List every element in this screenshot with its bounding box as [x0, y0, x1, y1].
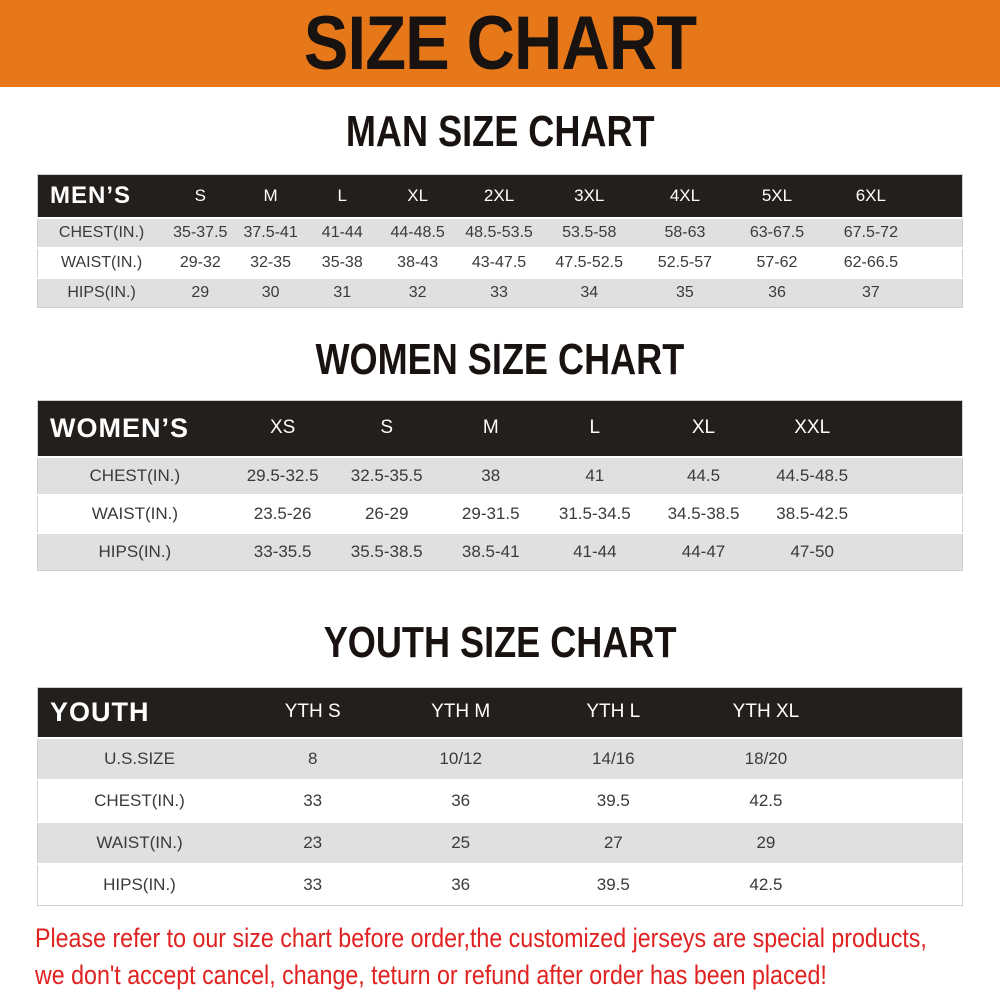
cell-value: 26-29 — [364, 503, 409, 523]
youth-size-chart-section — [0, 618, 1000, 906]
row-label: WAIST(IN.) — [91, 503, 178, 523]
cell-value: 27 — [603, 832, 623, 852]
cell-value: 14/16 — [592, 748, 635, 768]
column-header: 4XL — [669, 185, 701, 205]
column-header: L — [337, 185, 347, 205]
header-row — [38, 175, 963, 218]
row-label: U.S.SIZE — [104, 748, 175, 768]
cell-value: 36 — [768, 283, 786, 301]
cell-value: 33 — [303, 790, 323, 810]
filler-cell — [921, 218, 963, 248]
cell-value: 47.5-52.5 — [555, 253, 624, 271]
filler-cell — [921, 278, 963, 308]
cell-value: 52.5-57 — [657, 253, 713, 271]
column-header: XL — [691, 417, 716, 439]
cell-value: 18/20 — [744, 748, 788, 768]
table-row — [38, 278, 963, 308]
cell-value: 31.5-34.5 — [558, 503, 631, 523]
banner-title: SIZE CHART — [303, 0, 697, 86]
column-header: YTH XL — [732, 701, 800, 723]
cell-value: 58-63 — [664, 223, 706, 241]
filler-cell — [842, 822, 962, 864]
cell-value: 44-47 — [681, 541, 726, 561]
column-header: S — [380, 417, 394, 439]
footer-note — [0, 920, 1000, 994]
table-row — [38, 495, 963, 533]
women-size-table — [37, 400, 963, 571]
cell-value: 29.5-32.5 — [246, 465, 319, 485]
table-row — [38, 457, 963, 495]
cell-value: 29-32 — [179, 253, 221, 271]
cell-value: 35.5-38.5 — [350, 541, 423, 561]
banner — [0, 0, 1000, 87]
cell-value: 33 — [490, 283, 508, 301]
cell-value: 25 — [451, 832, 471, 852]
man-section-title: MAN SIZE CHART — [345, 107, 655, 156]
filler-cell — [842, 864, 962, 906]
cell-value: 32.5-35.5 — [350, 465, 423, 485]
filler-cell — [865, 457, 962, 495]
cell-value: 34.5-38.5 — [667, 503, 740, 523]
cell-value: 41 — [585, 465, 605, 485]
column-header: YTH L — [586, 701, 641, 723]
column-header: XXL — [794, 417, 831, 439]
cell-value: 33 — [303, 874, 323, 894]
cell-value: 37 — [861, 283, 880, 301]
cell-value: 36 — [451, 790, 471, 810]
table-row — [38, 780, 963, 822]
cell-value: 36 — [451, 874, 471, 894]
table-row — [38, 822, 963, 864]
cell-value: 34 — [580, 283, 599, 301]
cell-value: 43-47.5 — [471, 253, 527, 271]
cell-value: 53.5-58 — [562, 223, 617, 241]
cell-value: 67.5-72 — [843, 223, 898, 241]
row-label: WAIST(IN.) — [96, 832, 183, 852]
column-header: M — [263, 185, 278, 205]
filler-cell — [842, 738, 962, 780]
column-header: XS — [269, 417, 296, 439]
column-header: XL — [407, 185, 429, 205]
table-row — [38, 248, 963, 278]
table-group-label: MEN’S — [50, 181, 132, 209]
column-header: YTH M — [431, 701, 491, 723]
cell-value: 31 — [333, 283, 352, 301]
column-header: 5XL — [761, 185, 793, 205]
cell-value: 37.5-41 — [243, 223, 298, 241]
row-label: HIPS(IN.) — [103, 874, 176, 894]
cell-value: 44-48.5 — [390, 223, 445, 241]
row-label: CHEST(IN.) — [58, 223, 145, 241]
column-header: M — [482, 417, 499, 439]
column-header: 2XL — [483, 185, 515, 205]
row-label: CHEST(IN.) — [89, 465, 181, 485]
column-header: L — [589, 417, 601, 439]
cell-value: 38.5-41 — [461, 541, 520, 561]
women-section-title: WOMEN SIZE CHART — [315, 335, 685, 384]
cell-value: 33-35.5 — [253, 541, 312, 561]
cell-value: 39.5 — [596, 790, 630, 810]
column-header: YTH S — [284, 701, 341, 723]
filler-cell — [865, 495, 962, 533]
column-header: 3XL — [574, 185, 605, 205]
cell-value: 42.5 — [749, 790, 783, 810]
cell-value: 63-67.5 — [749, 223, 805, 241]
cell-value: 57-62 — [756, 253, 798, 271]
man-size-table — [37, 174, 963, 308]
cell-value: 30 — [261, 283, 280, 301]
column-header: S — [194, 185, 206, 205]
cell-value: 47-50 — [790, 541, 834, 561]
filler-cell — [921, 248, 963, 278]
footer-line-1: Please refer to our size chart before order,the customized jerseys are special products, — [35, 923, 927, 953]
header-row — [38, 688, 963, 738]
table-group-label: WOMEN’S — [50, 412, 189, 443]
cell-value: 23.5-26 — [253, 503, 312, 523]
filler-cell — [842, 780, 962, 822]
cell-value: 32 — [408, 283, 427, 301]
cell-value: 38.5-42.5 — [776, 503, 849, 523]
filler-header-cell — [921, 175, 963, 218]
table-row — [38, 218, 963, 248]
youth-size-table — [37, 687, 963, 906]
row-label: CHEST(IN.) — [94, 790, 185, 810]
cell-value: 35-37.5 — [173, 223, 228, 241]
filler-cell — [865, 533, 962, 571]
cell-value: 38-43 — [397, 253, 439, 271]
cell-value: 35 — [676, 283, 694, 301]
row-label: HIPS(IN.) — [67, 283, 136, 301]
man-size-chart-section — [0, 107, 1000, 308]
cell-value: 29 — [191, 283, 210, 301]
women-size-chart-section — [0, 335, 1000, 571]
table-row — [38, 864, 963, 906]
cell-value: 29-31.5 — [461, 503, 520, 523]
cell-value: 42.5 — [749, 874, 783, 894]
filler-header-cell — [842, 688, 962, 738]
cell-value: 29 — [756, 832, 776, 852]
column-header: 6XL — [855, 185, 886, 205]
header-row — [38, 401, 963, 457]
cell-value: 44.5 — [686, 465, 721, 485]
cell-value: 35-38 — [321, 253, 363, 271]
cell-value: 38 — [481, 465, 501, 485]
cell-value: 32-35 — [250, 253, 292, 271]
cell-value: 39.5 — [596, 874, 630, 894]
row-label: WAIST(IN.) — [60, 253, 143, 271]
footer-line-2: we don't accept cancel, change, teturn or refund after order has been placed! — [35, 960, 827, 990]
cell-value: 10/12 — [439, 748, 482, 768]
filler-header-cell — [865, 401, 962, 457]
row-label: HIPS(IN.) — [98, 541, 172, 561]
cell-value: 48.5-53.5 — [465, 223, 533, 241]
cell-value: 23 — [303, 832, 323, 852]
cell-value: 8 — [307, 748, 318, 768]
cell-value: 41-44 — [573, 541, 617, 561]
table-row — [38, 738, 963, 780]
table-row — [38, 533, 963, 571]
cell-value: 62-66.5 — [843, 253, 898, 271]
table-group-label: YOUTH — [50, 696, 150, 727]
cell-value: 41-44 — [321, 223, 363, 241]
youth-section-title: YOUTH SIZE CHART — [323, 618, 677, 667]
cell-value: 44.5-48.5 — [776, 465, 849, 485]
